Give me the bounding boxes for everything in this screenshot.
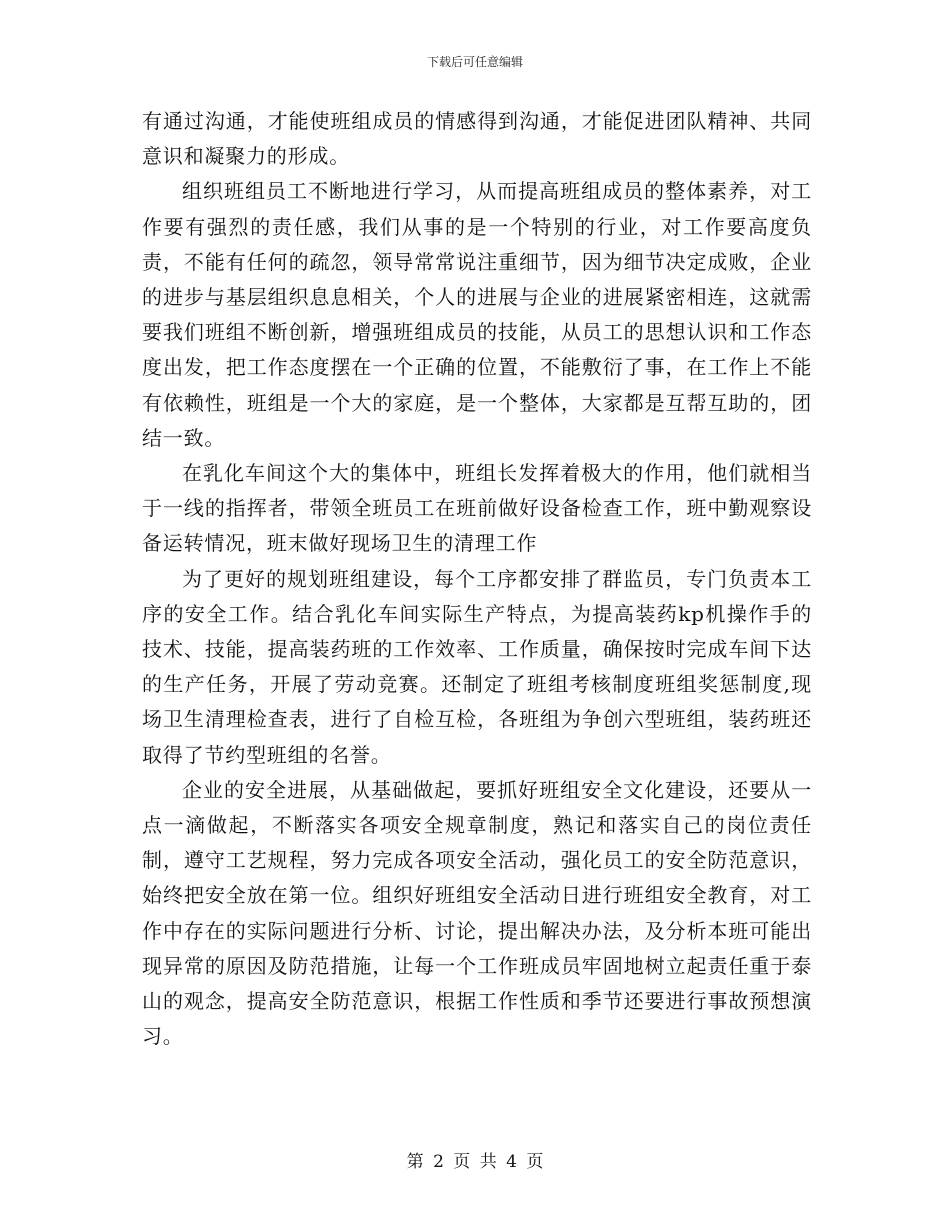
paragraph: 企业的安全进展，从基础做起，要抓好班组安全文化建设，还要从一点一滴做起，不断落实各项安全规章制度，熟记和落实自己的岗位责任制，遵守工艺规程，努力完成各项安全活动，强化员工的安全防范意识，始终把安全放在第一位。组织好班组安全活动日进行班组安全教育，对工作中存在的实际问题进行分析、讨论，提出解决办法，及分析本班可能出现异常的原因及防范措施，让每一个工作班成员牢固地树立起责任重于泰山的观念，提高安全防范意识，根据工作性质和季节还要进行事故预想演习。 <box>142 777 812 1049</box>
paragraph: 组织班组员工不断地进行学习，从而提高班组成员的整体素养，对工作要有强烈的责任感，我们从事的是一个特别的行业，对工作要高度负责，不能有任何的疏忽，领导常常说注重细节，因为细节决定成败，企业的进步与基层组织息息相关，个人的进展与企业的进展紧密相连，这就需要我们班组不断创新，增强班组成员的技能，从员工的思想认识和工作态度出发，把工作态度摆在一个正确的位置，不能敷衍了事，在工作上不能有依赖性，班组是一个大的家庭，是一个整体，大家都是互帮互助的，团结一致。 <box>142 179 812 450</box>
paragraph: 为了更好的规划班组建设，每个工序都安排了群监员，专门负责本工序的安全工作。结合乳化车间实际生产特点，为提高装药kp机操作手的技术、技能，提高装药班的工作效率、工作质量，确保按时完成车间下达的生产任务，开展了劳动竞赛。还制定了班组考核制度班组奖惩制度,现场卫生清理检查表，进行了自检互检，各班组为争创六型班组，装药班还取得了节约型班组的名誉。 <box>142 566 812 767</box>
document-body <box>142 104 812 1054</box>
paragraph: 在乳化车间这个大的集体中，班组长发挥着极大的作用，他们就相当于一线的指挥者，带领全班员工在班前做好设备检查工作，班中勤观察设备运转情况，班末做好现场卫生的清理工作 <box>142 461 812 556</box>
page-footer: 第 2 页 共 4 页 <box>406 1152 544 1172</box>
page-header: 下载后可任意编辑 <box>426 55 523 69</box>
paragraph: 有通过沟通，才能使班组成员的情感得到沟通，才能促进团队精神、共同意识和凝聚力的形成。 <box>142 109 812 169</box>
